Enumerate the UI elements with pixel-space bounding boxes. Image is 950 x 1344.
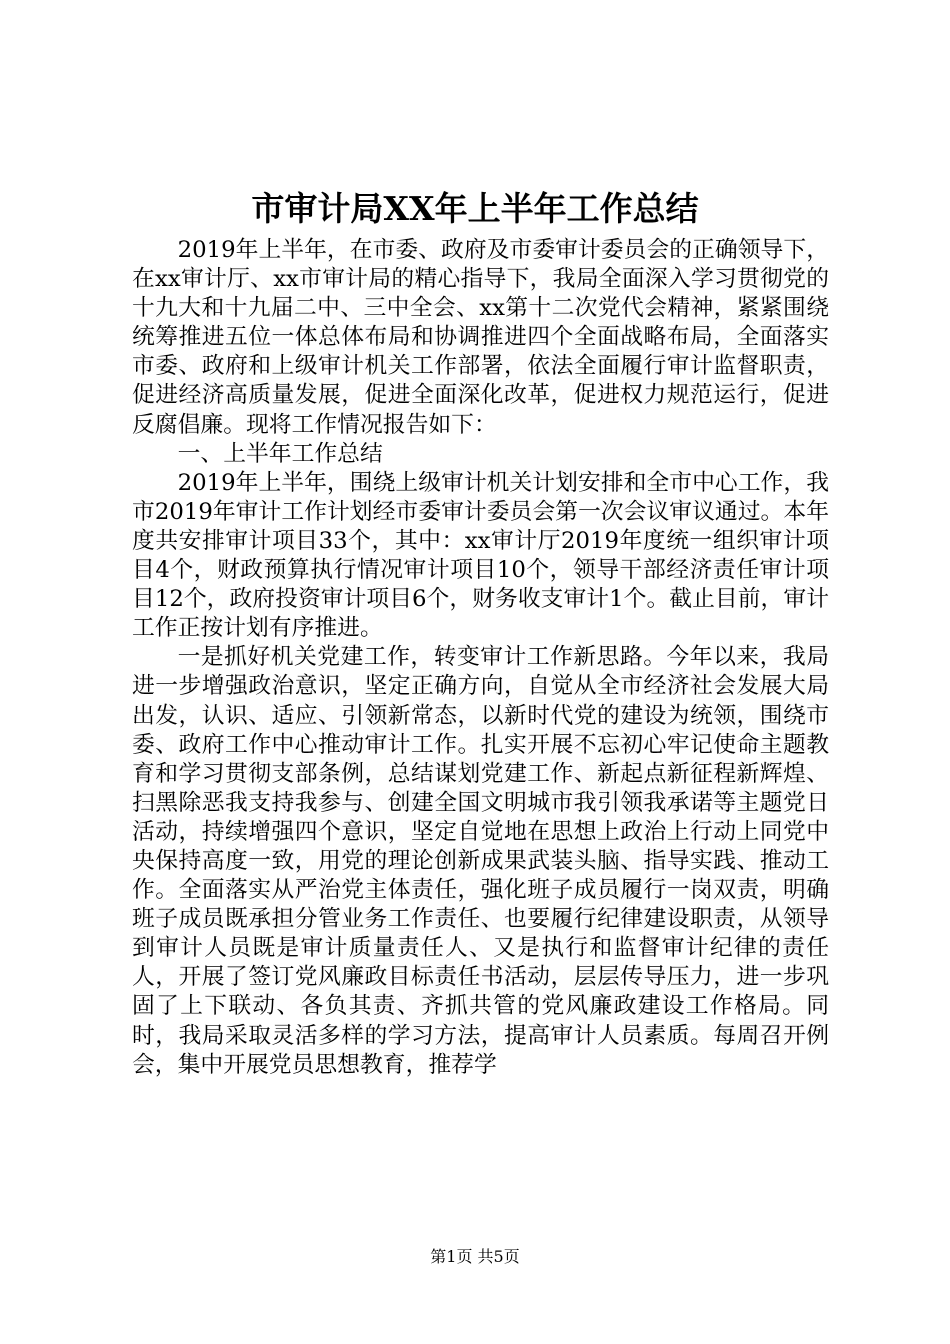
paragraph-party-building: 一是抓好机关党建工作，转变审计工作新思路。今年以来，我局进一步增强政治意识，坚定正确方向，自觉从全市经济社会发展大局出发，认识、适应、引领新常态，以新时代党的建设为统领，围绕市委、政府工作中心推动审计工作。扎实开展不忘初心牢记使命主题教育和学习贯彻支部条例，总结谋划党建工作、新起点新征程新辉煌、扫黑除恶我支持我参与、创建全国文明城市我引领我承诺等主题党日活动，持续增强四个意识，坚定自觉地在思想上政治上行动上同党中央保持高度一致，用党的理论创新成果武装头脑、指导实践、推动工作。全面落实从严治党主体责任，强化班子成员履行一岗双责，明确班子成员既承担分管业务工作责任、也要履行纪律建设职责，从领导到审计人员既是审计质量责任人、又是执行和监督审计纪律的责任人，开展了签订党风廉政目标责任书活动，层层传导压力，进一步巩固了上下联动、各负其责、齐抓共管的党风廉政建设工作格局。同时，我局采取灵活多样的学习方法，提高审计人员素质。每周召开例会，集中开展党员思想教育，推荐学 [132,644,829,1078]
paragraph-overview: 2019年上半年，围绕上级审计机关计划安排和全市中心工作，我市2019年审计工作计划经市委审计委员会第一次会议审议通过。本年度共安排审计项目33个，其中：xx审计厅2019年度统一组织审计项目4个，财政预算执行情况审计项目10个，领导干部经济责任审计项目12个，政府投资审计项目6个，财务收支审计1个。截止目前，审计工作正按计划有序推进。 [132,469,829,642]
section-heading: 一、上半年工作总结 [177,440,383,467]
document-title: 市审计局XX年上半年工作总结 [251,189,699,228]
page-number-footer: 第1页 共5页 [430,1247,520,1266]
document-body [132,236,829,1080]
paragraph-intro: 2019年上半年，在市委、政府及市委审计委员会的正确领导下，在xx审计厅、xx市审计局的精心指导下，我局全面深入学习贯彻党的十九大和十九届二中、三中全会、xx第十二次党代会精神，紧紧围绕统筹推进五位一体总体布局和协调推进四个全面战略布局，全面落实市委、政府和上级审计机关工作部署，依法全面履行审计监督职责，促进经济高质量发展，促进全面深化改革，促进权力规范运行，促进反腐倡廉。现将工作情况报告如下： [132,237,829,438]
